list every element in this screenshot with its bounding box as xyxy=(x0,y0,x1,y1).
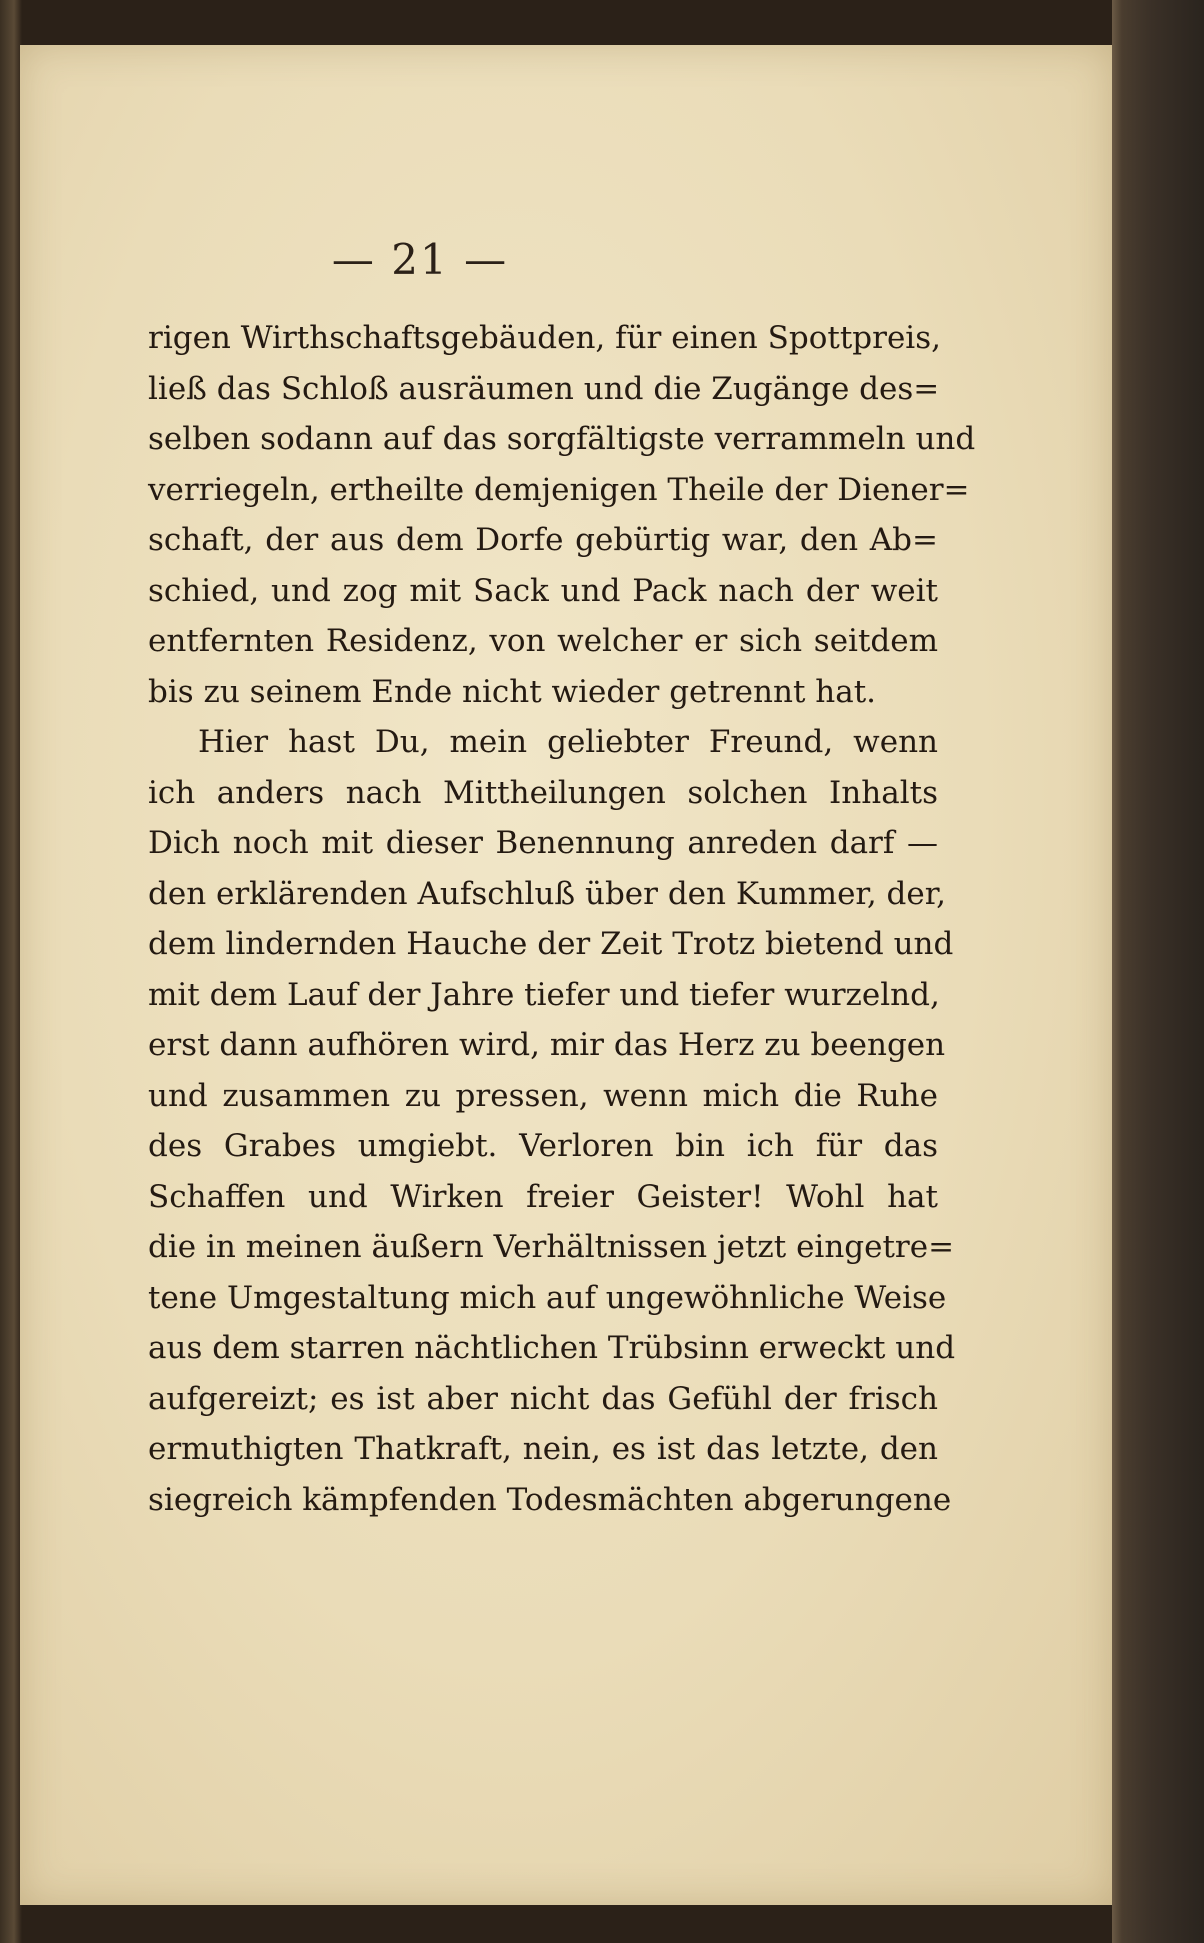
text-line: verriegeln, ertheilte demjenigen Theile der Diener= xyxy=(148,471,970,508)
text-line: siegreich kämpfenden Todesmächten abgerungene xyxy=(148,1481,952,1518)
text-line: Hier hast Du, mein geliebter Freund, wenn xyxy=(198,724,938,760)
book-page xyxy=(20,45,1112,1905)
text-line: selben sodann auf das sorgfältigste verrammeln und xyxy=(148,421,976,457)
text-line: dem lindernden Hauche der Zeit Trotz bietend und xyxy=(148,926,954,962)
text-line: ermuthigten Thatkraft, nein, es ist das letzte, den xyxy=(148,1431,938,1467)
text-line: mit dem Lauf der Jahre tiefer und tiefer wurzelnd, xyxy=(148,976,940,1013)
text-line: ich anders nach Mittheilungen solchen Inhalts xyxy=(148,774,938,811)
text-line: aus dem starren nächtlichen Trübsinn erweckt und xyxy=(148,1330,956,1366)
text-line: erst dann aufhören wird, mir das Herz zu beengen xyxy=(148,1027,946,1063)
text-line: schaft, der aus dem Dorfe gebürtig war, den Ab= xyxy=(148,522,938,558)
text-line: bis zu seinem Ende nicht wieder getrennt hat. xyxy=(148,673,877,710)
body-text xyxy=(148,313,976,1525)
text-line: ließ das Schloß ausräumen und die Zugänge des= xyxy=(148,370,940,407)
text-line: schied, und zog mit Sack und Pack nach der weit xyxy=(148,572,938,609)
text-line: Dich noch mit dieser Benennung anreden darf — xyxy=(148,825,938,861)
text-line: den erklärenden Aufschluß über den Kummer, der, xyxy=(148,875,946,912)
text-line: tene Umgestaltung mich auf ungewöhnliche Weise xyxy=(148,1279,947,1316)
text-line: entfernten Residenz, von welcher er sich seitdem xyxy=(148,623,938,659)
text-line: Schaffen und Wirken freier Geister! Wohl hat xyxy=(148,1178,938,1215)
text-line: die in meinen äußern Verhältnissen jetzt eingetre= xyxy=(148,1229,955,1265)
text-line: des Grabes umgiebt. Verloren bin ich für das xyxy=(148,1128,938,1164)
page-number: — 21 — xyxy=(331,235,509,284)
book-cover-edge xyxy=(1112,0,1204,1943)
text-line: und zusammen zu pressen, wenn mich die Ruhe xyxy=(148,1077,938,1114)
text-line: rigen Wirthschaftsgebäuden, für einen Spottpreis, xyxy=(148,320,941,356)
text-line: aufgereizt; es ist aber nicht das Gefühl der frisch xyxy=(148,1380,938,1417)
